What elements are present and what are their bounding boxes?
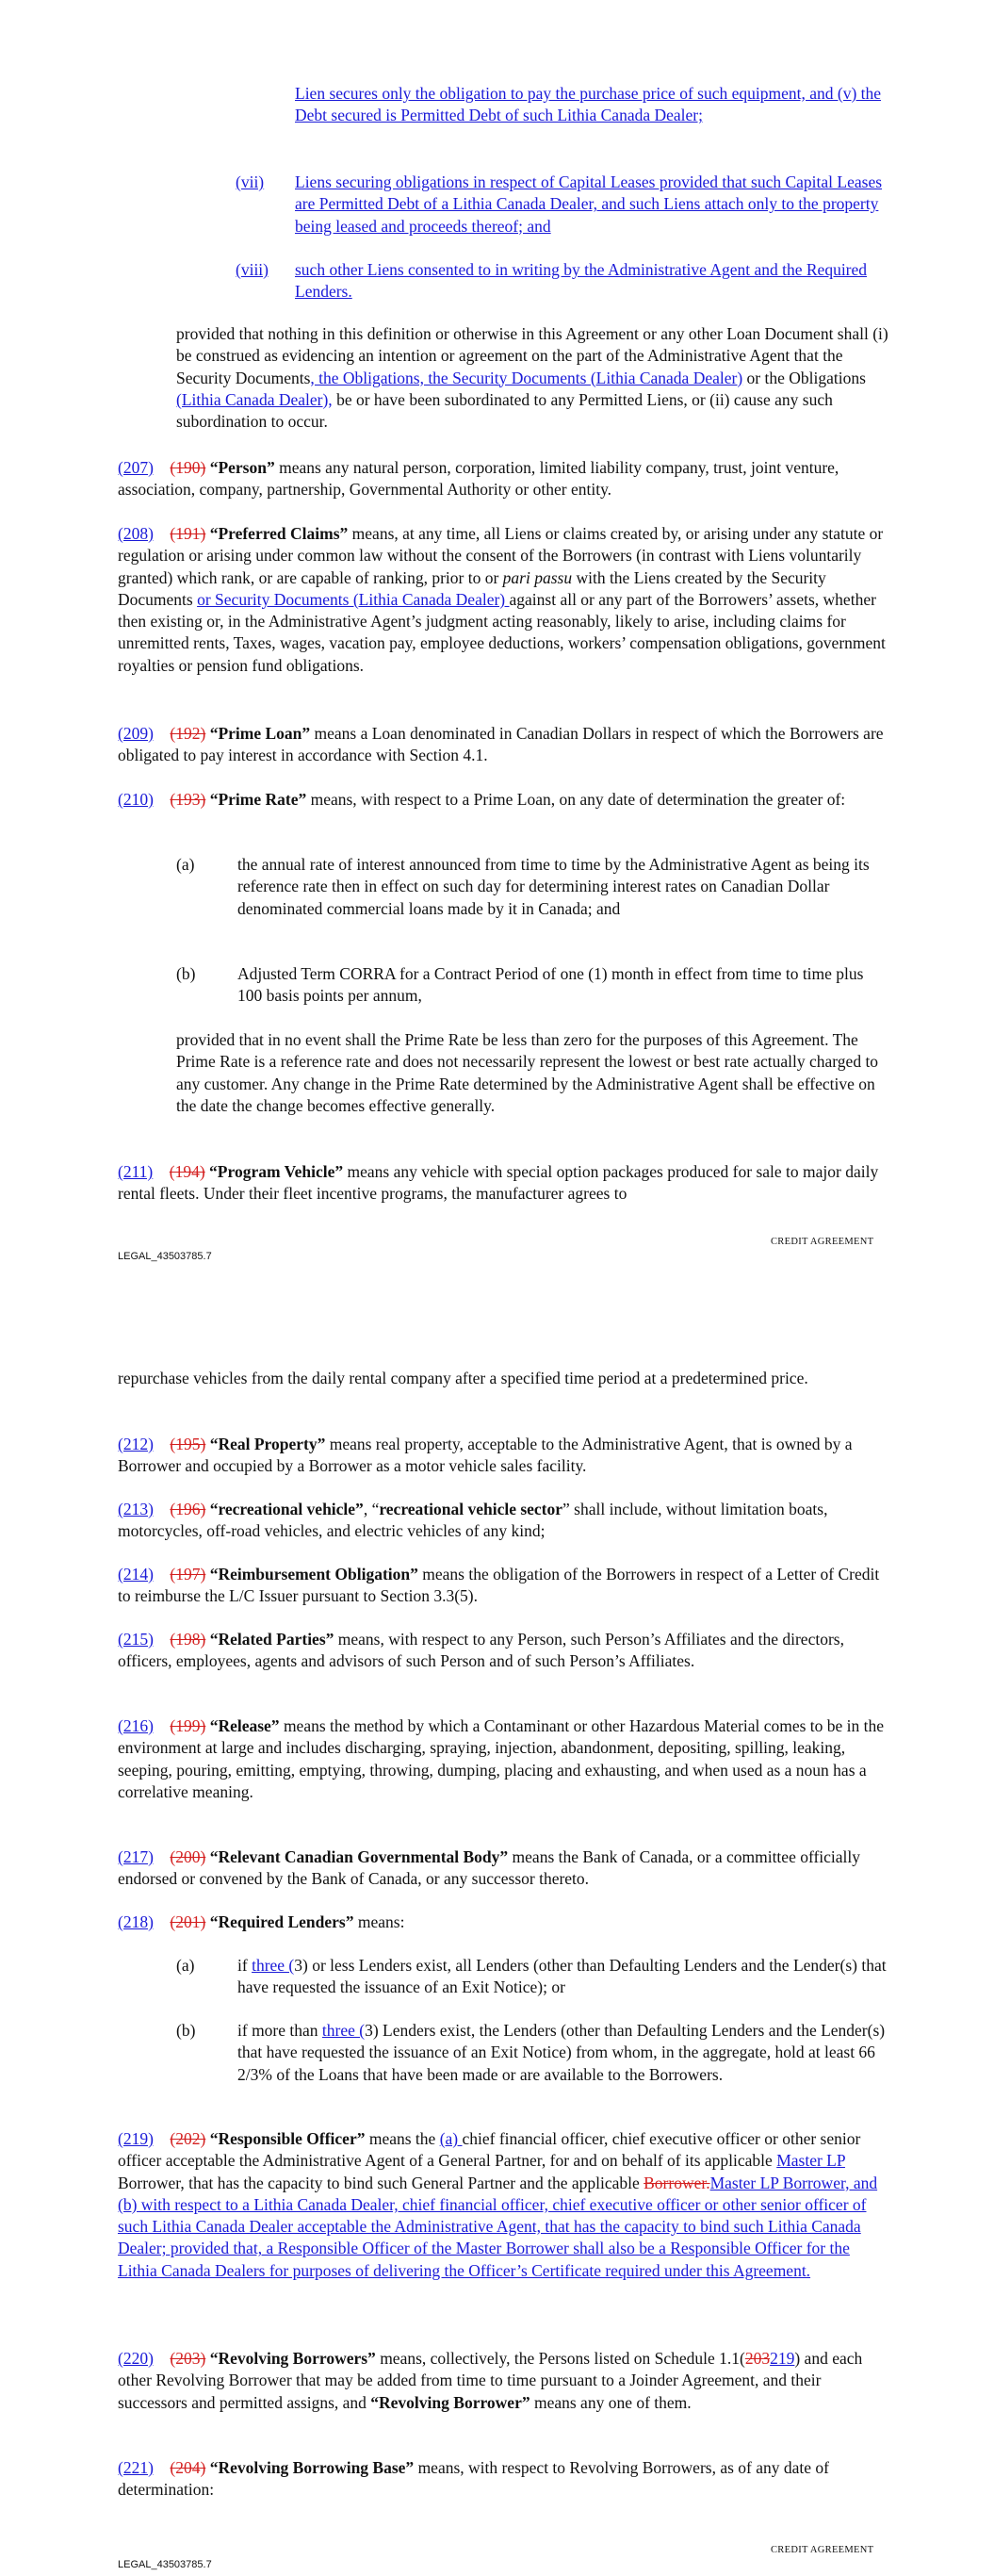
definition-preferred-claims: (208) (191) “Preferred Claims” means, at any time, all Liens or claims created by, or arising under any statute or regulation or arising under common law without the consent of the Borrowers (in contrast with Liens voluntarily granted) which rank, or are capable of ranking, prior to or pari passu with the Liens created by the Security Documents or Security Documents (Lithia Canada Dealer) against all or any part of the Borrowers’ assets, whether then existing or, in the Administrative Agent’s judgment acting reasonably, likely to arise, including claims for unremitted rents, Taxes, wages, vacation pay, employee deductions, workers’ compensation obligations, government royalties or pension fund obligations. — [118, 524, 886, 675]
prime-rate-a-label: (a) — [176, 855, 195, 874]
page-footer-title: CREDIT AGREEMENT — [771, 1237, 874, 1247]
definition-relevant-canadian-governmental-body: (217) (200) “Relevant Canadian Governmental Body” means the Bank of Canada, or a committee officially endorsed or convened by the Bank of Canada, or any successor thereto. — [118, 1847, 861, 1889]
definition-revolving-borrowing-base: (221) (204) “Revolving Borrowing Base” means, with respect to Revolving Borrowers, as of any date of determination: — [118, 2458, 829, 2500]
definition-responsible-officer: (219) (202) “Responsible Officer” means the (a) chief financial officer, chief executive officer or other senior officer acceptable the Administrative Agent of a General Partner, for and on behalf of its applicable Master LP Borrower, that has the capacity to bind such General Partner and the applicable Borrower.Master LP Borrower, and (b) with respect to a Lithia Canada Dealer, chief financial officer, chief executive officer or other senior officer of such Lithia Canada Dealer acceptable the Administrative Agent, that has the capacity to bind such Lithia Canada Dealer; provided that, a Responsible Officer of the Master Borrower shall also be a Responsible Officer for the Lithia Canada Dealers for purposes of delivering the Officer’s Certificate required under this Agreement. — [118, 2129, 878, 2280]
required-lenders-b-label: (b) — [176, 2021, 196, 2040]
program-vehicle-continuation: repurchase vehicles from the daily rental company after a specified time period at a predetermined price. — [118, 1369, 808, 1387]
lien-continuation: Lien secures only the obligation to pay the purchase price of such equipment, and (v) the Debt secured is Permitted Debt of such Lithia Canada Dealer; — [295, 84, 882, 125]
definition-recreational-vehicle: (213) (196) “recreational vehicle”, “recreational vehicle sector” shall include, without limitation boats, motorcycles, off-road vehicles, and electric vehicles of any kind; — [118, 1500, 828, 1541]
page-footer-doc-id: LEGAL_43503785.7 — [118, 1251, 212, 1262]
definition-prime-loan: (209) (192) “Prime Loan” means a Loan denominated in Canadian Dollars in respect of which the Borrowers are obligated to pay interest in accordance with Section 4.1. — [118, 724, 884, 765]
prime-rate-b-text: Adjusted Term CORRA for a Contract Period of one (1) month in effect from time to time plus 100 basis points per annum, — [237, 964, 864, 1006]
permitted-liens-proviso: provided that nothing in this definition or otherwise in this Agreement or any other Loan Document shall (i) be construed as evidencing an intention or agreement on the part of the Administrative Agent that the Security Documents, the Obligations, the Security Documents (Lithia Canada Dealer) or the Obligations (Lithia Canada Dealer), be or have been subordinated to any Permitted Liens, or (ii) cause any such subordination to occur. — [176, 324, 888, 432]
definition-related-parties: (215) (198) “Related Parties” means, with respect to any Person, such Person’s Affiliates and the directors, officers, employees, agents and advisors of such Person and of such Person’s Affiliates. — [118, 1630, 844, 1671]
item-viii-label: (viii) — [236, 260, 269, 279]
prime-rate-b-label: (b) — [176, 964, 196, 983]
definition-person: (207) (190) “Person” means any natural person, corporation, limited liability company, trust, joint venture, association, company, partnership, Governmental Authority or other entity. — [118, 458, 839, 500]
definition-prime-rate: (210) (193) “Prime Rate” means, with respect to a Prime Loan, on any date of determination the greater of: — [118, 790, 846, 809]
required-lenders-b-text: if more than three (3) Lenders exist, the Lenders (other than Defaulting Lenders and the Lender(s) that have requested the issuance of an Exit Notice) from whom, in the aggregate, hold at least 66 2/3% of the Loans that have been made or are available to the Borrowers. — [237, 2021, 886, 2084]
item-vii-label: (vii) — [236, 172, 265, 191]
required-lenders-a-text: if three (3) or less Lenders exist, all Lenders (other than Defaulting Lenders and the Lender(s) that have requested the issuance of an Exit Notice); or — [237, 1956, 887, 1997]
page-footer-title-2: CREDIT AGREEMENT — [771, 2545, 874, 2555]
prime-rate-proviso: provided that in no event shall the Prime Rate be less than zero for the purposes of this Agreement. The Prime Rate is a reference rate and does not necessarily represent the lowest or best rate actually charged to any customer. Any change in the Prime Rate determined by the Administrative Agent shall be effective on the date the change becomes effective generally. — [176, 1030, 879, 1115]
prime-rate-a-text: the annual rate of interest announced from time to time by the Administrative Agent as being its reference rate then in effect on such day for determining interest rates on Canadian Dollar denominated commercial loans made by it in Canada; and — [237, 855, 870, 918]
definition-real-property: (212) (195) “Real Property” means real property, acceptable to the Administrative Agent, that is owned by a Borrower and occupied by a Borrower as a motor vehicle sales facility. — [118, 1435, 853, 1476]
required-lenders-a-label: (a) — [176, 1956, 195, 1975]
page-footer-doc-id-2: LEGAL_43503785.7 — [118, 2559, 212, 2570]
definition-reimbursement-obligation: (214) (197) “Reimbursement Obligation” means the obligation of the Borrowers in respect of a Letter of Credit to reimburse the L/C Issuer pursuant to Section 3.3(5). — [118, 1565, 880, 1606]
definition-release: (216) (199) “Release” means the method by which a Contaminant or other Hazardous Material comes to be in the environment at large and includes discharging, spraying, injection, abandonment, depositing, spilling, leaking, seeping, pouring, emitting, emptying, throwing, dumping, placing and exhausting, and when used as a noun has a correlative meaning. — [118, 1716, 885, 1801]
item-viii-text: such other Liens consented to in writing by the Administrative Agent and the Required Lenders. — [295, 260, 868, 302]
definition-program-vehicle: (211) (194) “Program Vehicle” means any vehicle with special option packages produced for sale to major daily rental fleets. Under their fleet incentive programs, the manufacturer agrees to — [118, 1162, 879, 1204]
definition-required-lenders: (218) (201) “Required Lenders” means: — [118, 1912, 405, 1931]
definition-revolving-borrowers: (220) (203) “Revolving Borrowers” means, collectively, the Persons listed on Schedule 1.1(203219) and each other Revolving Borrower that may be added from time to time pursuant to a Joinder Agreement, and their successors and permitted assigns, and “Revolving Borrower” means any one of them. — [118, 2349, 863, 2412]
item-vii-text: Liens securing obligations in respect of Capital Leases provided that such Capital Leases are Permitted Debt of a Lithia Canada Dealer, and such Liens attach only to the property being leased and proceeds thereof; and — [295, 172, 883, 236]
